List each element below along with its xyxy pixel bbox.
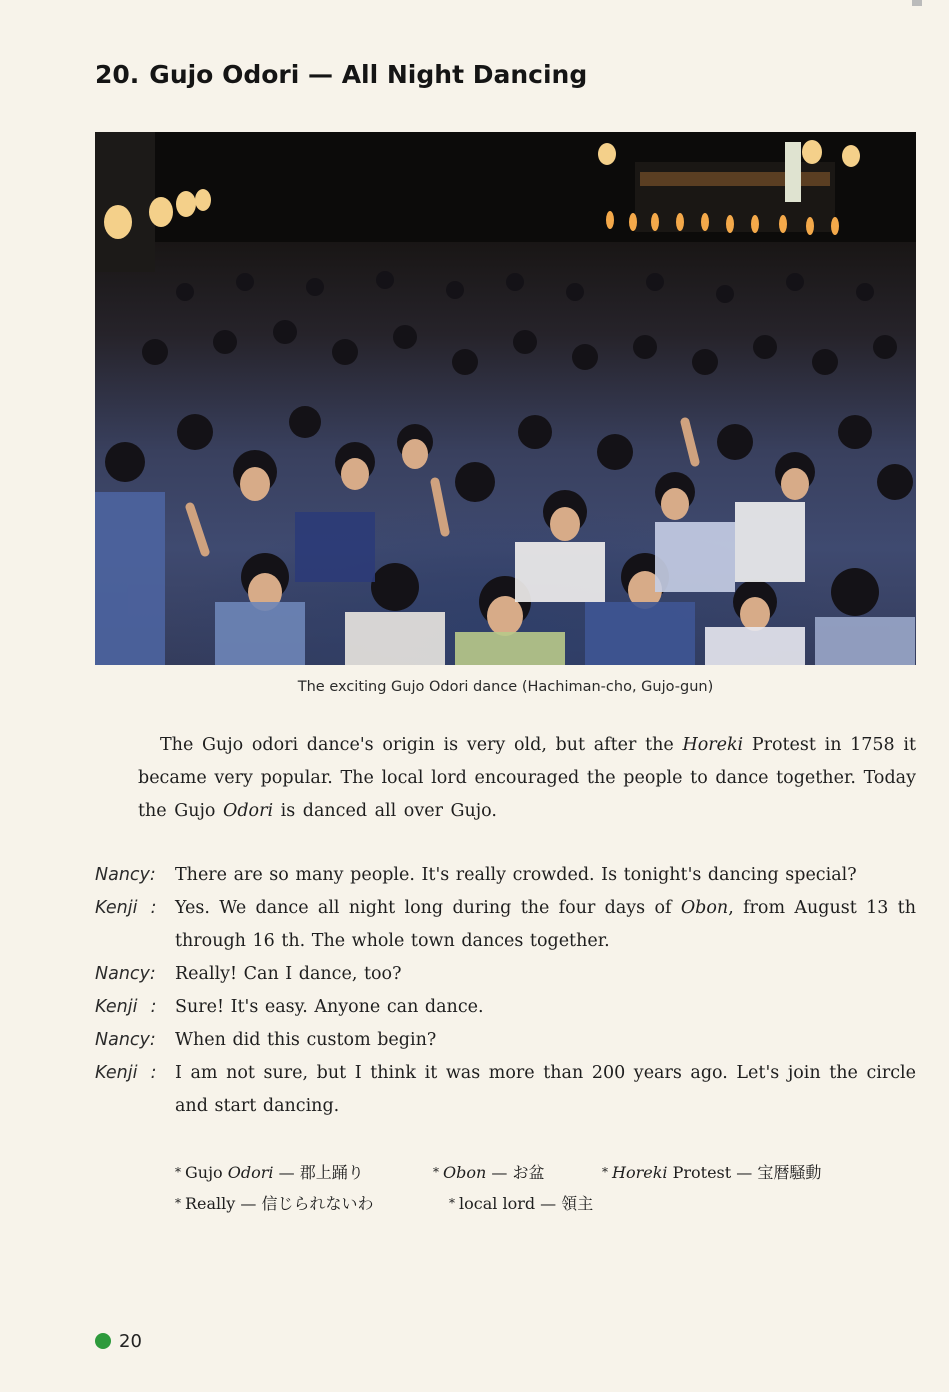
speaker-label: Kenji :	[95, 898, 157, 918]
dialogue-text: There are so many people. It's really crowded. Is tonight's dancing special?	[175, 865, 857, 885]
page-footer	[95, 1330, 142, 1352]
speaker-label: Nancy:	[95, 964, 156, 984]
vocab-note: * Really — 信じられないわ	[175, 1194, 374, 1213]
vocab-note: * local lord — 領主	[449, 1194, 594, 1213]
dialogue-line	[95, 991, 916, 1024]
dialogue-line	[95, 1024, 916, 1057]
vocab-note: * Horeki Protest — 宝暦騒動	[602, 1163, 822, 1182]
page-number: 20	[119, 1330, 142, 1352]
intro-horeki: Horeki	[682, 735, 744, 755]
dialogue-line	[95, 1057, 916, 1123]
dialogue-text: Sure! It's easy. Anyone can dance.	[175, 997, 484, 1017]
intro-seg-1: The Gujo odori dance's origin is very old, but after the	[160, 735, 683, 755]
dialogue-text: When did this custom begin?	[175, 1030, 437, 1050]
dialogue-emphasis: Obon	[680, 898, 729, 918]
speaker-label: Nancy:	[95, 1030, 156, 1050]
dialogue-line	[95, 859, 916, 892]
dialogue-text: I am not sure, but I think it was more than 200 years ago. Let's join the circle and start dancing.	[175, 1063, 916, 1116]
dialogue	[95, 859, 916, 1123]
intro-seg-2: Protest in 1758 it became very popular. The local lord encouraged the people to dance together. Today the Gujo	[138, 735, 916, 821]
scan-speck	[912, 0, 922, 6]
intro-paragraph	[138, 729, 916, 828]
photo-caption: The exciting Gujo Odori dance (Hachiman-cho, Gujo-gun)	[297, 679, 714, 695]
dialogue-text: , from August 13 th through 16 th. The whole town dances together.	[175, 898, 916, 951]
vocab-note: * Obon — お盆	[433, 1163, 545, 1182]
speaker-label: Kenji :	[95, 1063, 157, 1083]
intro-seg-3: is danced all over Gujo.	[273, 801, 497, 821]
intro-odori: Odori	[223, 801, 274, 821]
dialogue-text: Yes. We dance all night long during the four days of	[175, 898, 681, 918]
speaker-label: Kenji :	[95, 997, 157, 1017]
dialogue-text: Really! Can I dance, too?	[175, 964, 402, 984]
chapter-number: 20.	[95, 60, 140, 89]
green-dot-icon	[95, 1333, 111, 1349]
dialogue-line	[95, 892, 916, 958]
page-title	[95, 60, 587, 89]
vocab-note: * Gujo Odori — 郡上踊り	[175, 1163, 364, 1182]
chapter-title: Gujo Odori — All Night Dancing	[149, 60, 588, 89]
speaker-label: Nancy:	[95, 865, 156, 885]
dialogue-line	[95, 958, 916, 991]
festival-photo	[95, 132, 916, 665]
